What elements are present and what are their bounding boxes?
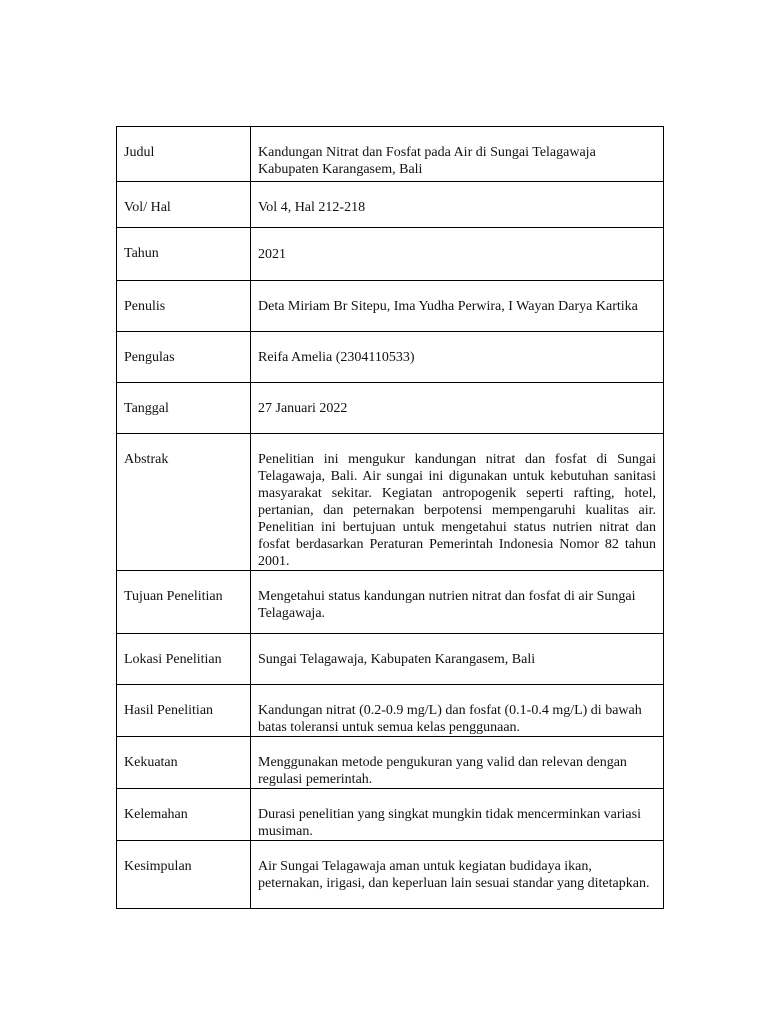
row-value: Durasi penelitian yang singkat mungkin tidak mencerminkan variasi musiman.	[258, 807, 641, 839]
row-label-cell	[117, 182, 251, 228]
table-row-tujuan-penelitian	[117, 571, 664, 634]
table-row-tahun	[117, 228, 664, 281]
row-label-cell	[117, 571, 251, 634]
row-label: Kelemahan	[124, 807, 188, 822]
table-row-abstrak	[117, 434, 664, 571]
row-value-cell	[251, 332, 664, 383]
row-value-cell	[251, 228, 664, 281]
row-value-cell	[251, 841, 664, 909]
row-value: 2021	[258, 247, 286, 262]
row-label-cell	[117, 685, 251, 737]
row-value: Deta Miriam Br Sitepu, Ima Yudha Perwira, I Wayan Darya Kartika	[258, 299, 638, 314]
row-label: Vol/ Hal	[124, 200, 171, 215]
row-label-cell	[117, 332, 251, 383]
row-value-cell	[251, 737, 664, 789]
row-value-cell	[251, 789, 664, 841]
row-label: Lokasi Penelitian	[124, 652, 222, 667]
table-row-kekuatan	[117, 737, 664, 789]
row-label: Abstrak	[124, 452, 169, 467]
row-label: Penulis	[124, 299, 166, 314]
row-label-cell	[117, 281, 251, 332]
row-label: Tanggal	[124, 401, 169, 416]
row-label-cell	[117, 634, 251, 685]
row-value: Kandungan Nitrat dan Fosfat pada Air di Sungai Telagawaja Kabupaten Karangasem, Bali	[258, 145, 596, 177]
row-value-cell	[251, 127, 664, 182]
row-value-cell	[251, 383, 664, 434]
row-label-cell	[117, 383, 251, 434]
table-row-kelemahan	[117, 789, 664, 841]
row-label: Hasil Penelitian	[124, 703, 214, 718]
row-label-cell	[117, 737, 251, 789]
table-row-judul	[117, 127, 664, 182]
row-label: Tujuan Penelitian	[124, 589, 223, 604]
table-row-vol-hal	[117, 182, 664, 228]
row-value-cell	[251, 685, 664, 737]
table-row-tanggal	[117, 383, 664, 434]
row-label-cell	[117, 127, 251, 182]
row-label-cell	[117, 789, 251, 841]
row-label: Pengulas	[124, 350, 175, 365]
row-label-cell	[117, 841, 251, 909]
table-row-hasil-penelitian	[117, 685, 664, 737]
row-value: Kandungan nitrat (0.2-0.9 mg/L) dan fosfat (0.1-0.4 mg/L) di bawah batas toleransi untuk semua kelas penggunaan.	[258, 703, 642, 735]
row-value: Penelitian ini mengukur kandungan nitrat dan fosfat di Sungai Telagawaja, Bali. Air sungai ini digunakan untuk kebutuhan sanitasi masyarakat sekitar. Kegiatan antropogenik seperti rafting, hotel, pertanian, dan peternakan berpotensi mempengaruhi kualitas air. Penelitian ini bertujuan untuk mengetahui status nutrien nitrat dan fosfat berdasarkan Peraturan Pemerintah Indonesia Nomor 82 tahun 2001.	[258, 452, 656, 569]
table-row-kesimpulan	[117, 841, 664, 909]
row-value: 27 Januari 2022	[258, 401, 348, 416]
table-row-pengulas	[117, 332, 664, 383]
row-label-cell	[117, 228, 251, 281]
table-row-penulis	[117, 281, 664, 332]
row-value: Mengetahui status kandungan nutrien nitrat dan fosfat di air Sungai Telagawaja.	[258, 589, 636, 621]
review-table	[116, 126, 664, 909]
row-value: Air Sungai Telagawaja aman untuk kegiatan budidaya ikan, peternakan, irigasi, dan keperluan lain sesuai standar yang ditetapkan.	[258, 859, 650, 891]
row-label: Judul	[124, 145, 155, 160]
table-row-lokasi-penelitian	[117, 634, 664, 685]
row-value: Menggunakan metode pengukuran yang valid dan relevan dengan regulasi pemerintah.	[258, 755, 627, 787]
row-label: Tahun	[124, 246, 159, 261]
row-label: Kesimpulan	[124, 859, 192, 874]
row-value-cell	[251, 434, 664, 571]
row-value-cell	[251, 182, 664, 228]
row-value: Reifa Amelia (2304110533)	[258, 350, 415, 365]
row-value-cell	[251, 281, 664, 332]
row-value: Vol 4, Hal 212-218	[258, 200, 366, 215]
row-value-cell	[251, 571, 664, 634]
row-value: Sungai Telagawaja, Kabupaten Karangasem, Bali	[258, 652, 536, 667]
row-label: Kekuatan	[124, 755, 178, 770]
row-label-cell	[117, 434, 251, 571]
row-value-cell	[251, 634, 664, 685]
